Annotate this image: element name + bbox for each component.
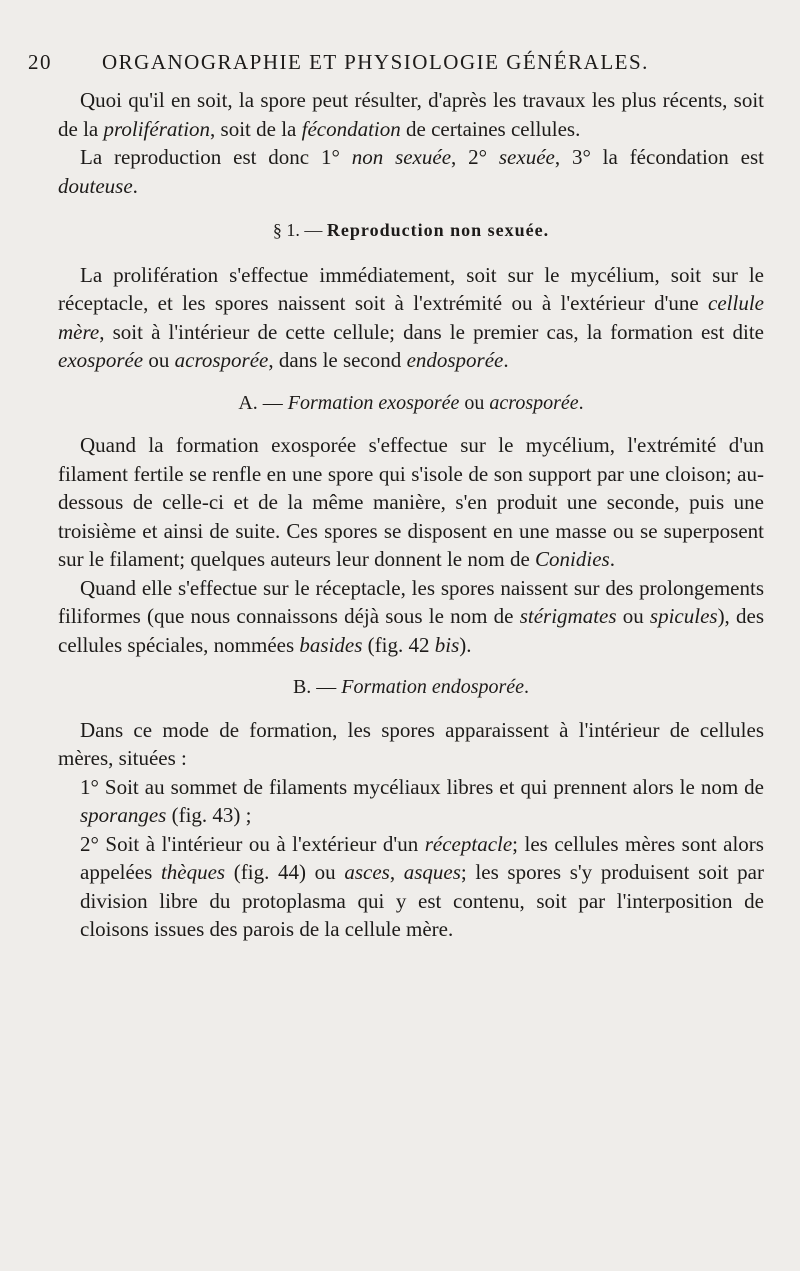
subsection-a-paragraph-1: Quand la formation exosporée s'effectue sur le mycélium, l'extrémité d'un filament fertile se renfle en une spore qui s'isole de son support par une cloison; au-dessous de celle-ci et de la même manière, s'en produit une seconde, puis une troisième et ainsi de suite. Ces spores se disposent en une masse ou se superposent sur le filament; quelques auteurs leur donnent le nom de Conidies. [58,433,764,571]
section-heading: § 1. — Reproduction non sexuée. [272,220,550,240]
subsection-b-paragraph: Dans ce mode de formation, les spores apparaissent à l'intérieur de cellules mères, situées : [58,717,764,770]
section-paragraph: La prolifération s'effectue immédiatement, soit sur le mycélium, soit sur le réceptacle, et les spores naissent soit à l'extrémité ou à l'extérieur d'une cellule mère, soit à l'intérieur de cette cellule; dans le premier cas, la formation est dite exosporée ou acrosporée, dans le second endosporée. [58,262,764,372]
subsection-a-heading: A. — Formation exosporée ou acrosporée. [238,391,584,414]
intro-paragraph-2: La reproduction est donc 1° non sexuée, 2° sexuée, 3° la fécondation est douteuse. [58,145,764,198]
body-text [58,86,764,944]
list-item-1: 1° Soit au sommet de filaments mycéliaux libres et qui prennent alors le nom de sporanges (fig. 43) ; [80,774,764,827]
page-header [28,20,760,74]
running-title: ORGANOGRAPHIE ET PHYSIOLOGIE GÉNÉRALES. [102,50,649,74]
list-item-2: 2° Soit à l'intérieur ou à l'extérieur d'un réceptacle; les cellules mères sont alors appelées thèques (fig. 44) ou asces, asques; les spores s'y produisent soit par division libre du protoplasma qui y est contenu, soit par l'interposition de cloisons issues des parois de la cellule mère. [80,831,764,941]
subsection-b-heading: B. — Formation endosporée. [292,676,530,698]
page-number: 20 [28,50,52,74]
intro-paragraph-1: Quoi qu'il en soit, la spore peut résulter, d'après les travaux les plus récents, soit de la prolifération, soit de la fécondation de certaines cellules. [58,88,764,141]
subsection-a-paragraph-2: Quand elle s'effectue sur le réceptacle, les spores naissent sur des prolongements filiformes (que nous connaissons déjà sous le nom de stérigmates ou spicules), des cellules spéciales, nommées basides (fig. 42 bis). [58,575,764,657]
